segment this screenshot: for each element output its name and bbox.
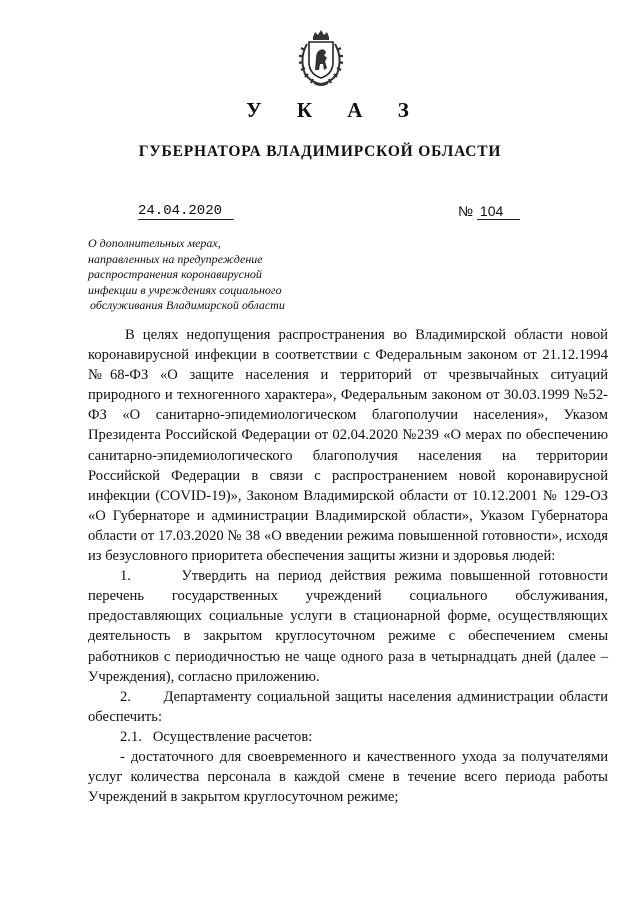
subject-line: распространения коронавирусной [88,267,262,282]
paragraph-item-2-1-a: - достаточного для своевременного и качественного ухода за получателями услуг количества персонала в каждой смене в течение всего периода работы Учреждений в закрытом круглосуточном режиме; [88,748,608,806]
document-body [88,325,612,807]
document-date: 24.04.2020 [138,204,234,220]
paragraph-item-2: 2. Департаменту социальной защиты населения администрации области обеспечить: [88,688,612,725]
document-number-field [458,204,520,220]
preamble-paragraph: В целях недопущения распространения во Владимирской области новой коронавирусной инфекции в соответствии с Федеральным законом от 21.12.1994 №68-ФЗ «О защите населения и территорий от чрезвычайных ситуаций природного и техногенного характера», Федеральным законом от 30.03.1999 №52-ФЗ «О санитарно-эпидемиологическом благополучии населения», Указом Президента Российской Федерации от 02.04.2020 №239 «О мерах по обеспечению санитарно-эпидемиологического благополучия населения на территории Российской Федерации в связи с распространением новой коронавирусной инфекции (COVID-19)», Законом Владимирской области от 10.12.2001 № 129-ОЗ «О Губернаторе и администрации Владимирской области», Указом Губернатора области от 17.03.2020 № 38 «О введении режима повышенной готовности», исходя из безусловного приоритета обеспечения защиты жизни и здоровья людей: [88,327,608,565]
paragraph-item-2-1: 2.1. Осуществление расчетов: [120,728,313,745]
document-subtitle: ГУБЕРНАТОРА ВЛАДИМИРСКОЙ ОБЛАСТИ [138,143,502,160]
subject-line: обслуживания Владимирской области [90,298,285,313]
paragraph-item-1: 1. Утвердить на период действия режима повышенной готовности перечень государственных учреждений социального обслуживания, предоставляющих социальные услуги в стационарной форме, осуществляющих деятельность в закрытом круглосуточном режиме с обеспечением смены работников с периодичностью не чаще одного раза в четырнадцать дней (далее – Учреждения), согласно приложению. [88,568,612,685]
document-title: У К А З [246,98,424,122]
document-number: 104 [477,204,520,220]
document-subject [88,236,328,314]
subject-line: инфекции в учреждениях социального [88,282,282,297]
number-prefix: № [458,203,474,219]
subject-line: направленных на предупреждение [88,251,263,266]
coat-of-arms-emblem [296,28,346,88]
subject-line: О дополнительных мерах, [88,236,221,250]
